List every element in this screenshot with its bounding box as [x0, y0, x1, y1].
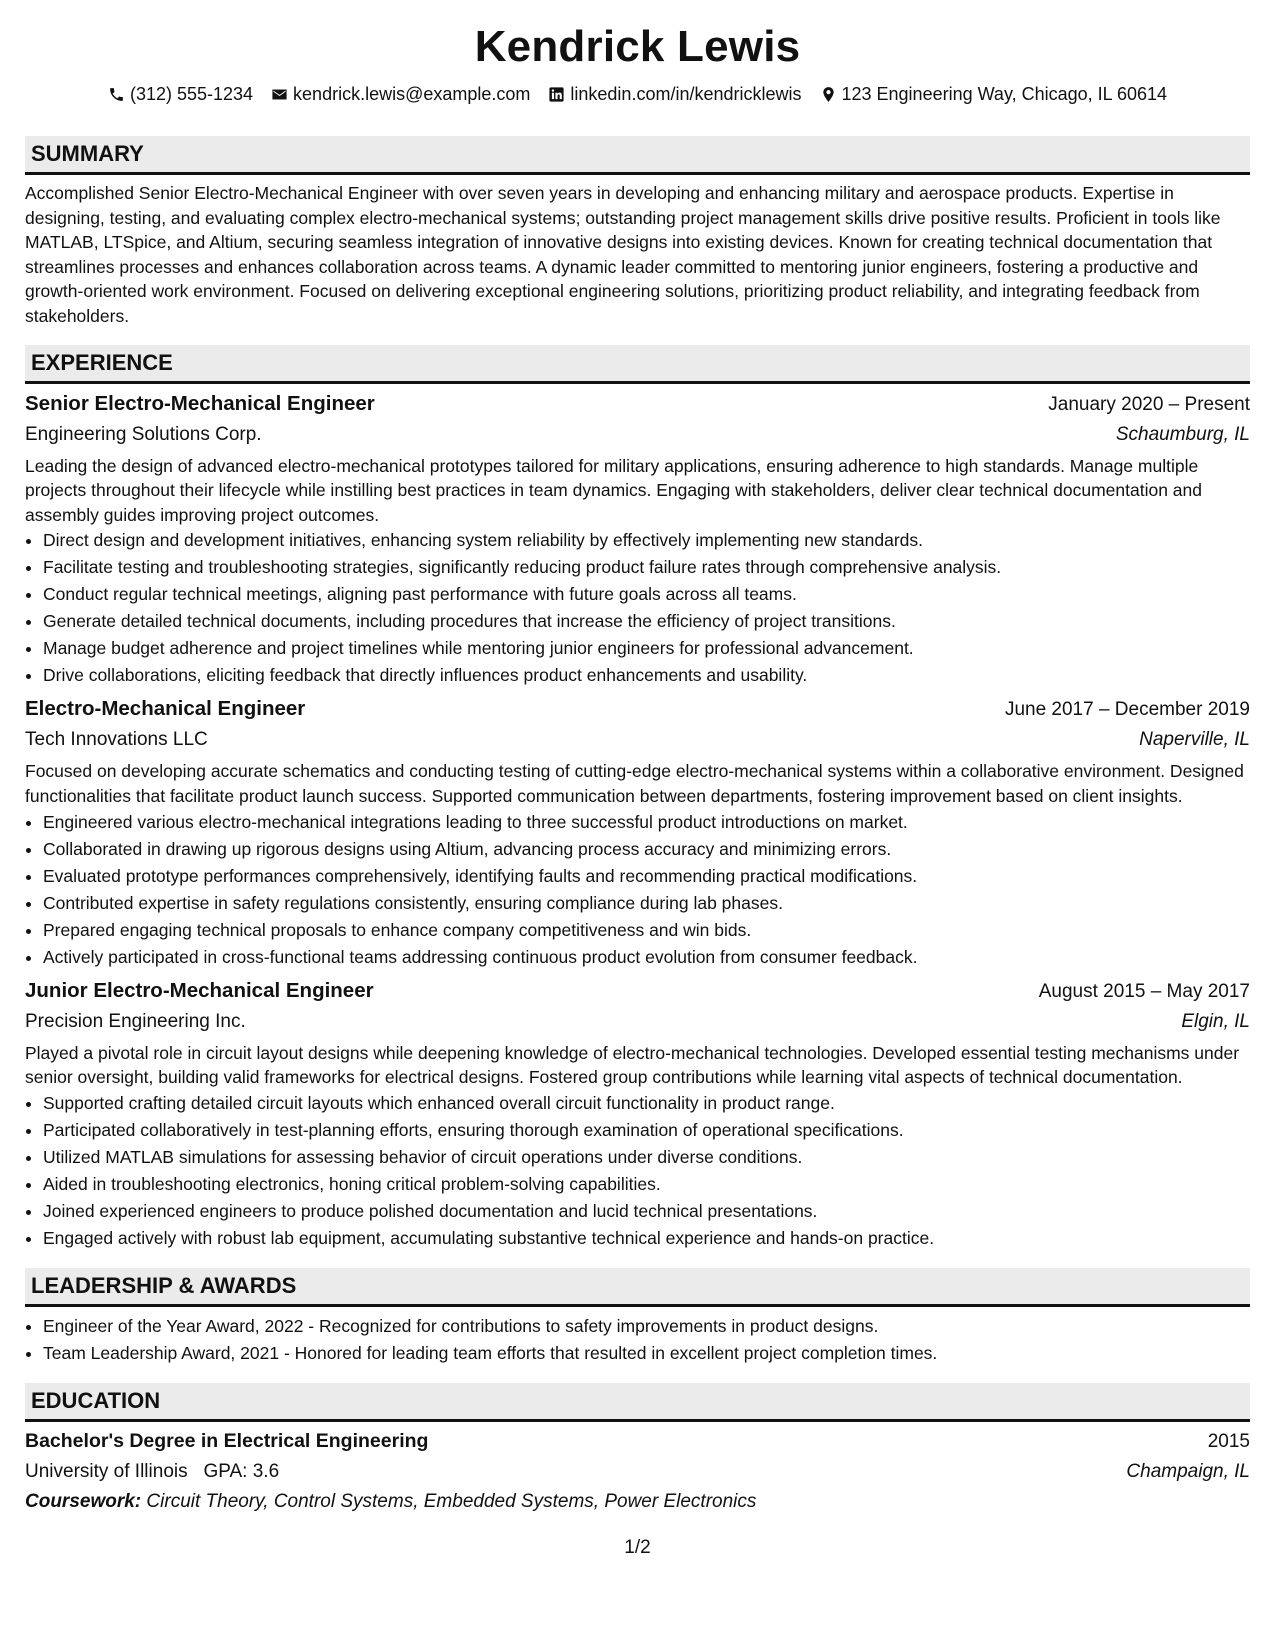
job-bullets	[25, 527, 1250, 689]
summary-section	[25, 136, 1250, 329]
contact-bar	[25, 82, 1250, 106]
coursework-label: Coursework:	[25, 1490, 142, 1512]
job-dates: August 2015 – May 2017	[1038, 980, 1250, 1002]
resume-page	[25, 20, 1250, 1517]
school-name: University of Illinois	[25, 1460, 188, 1482]
bullet-item: • Utilized MATLAB simulations for assessing behavior of circuit operations under diverse conditions.	[43, 1144, 1250, 1171]
candidate-name: Kendrick Lewis	[474, 22, 801, 71]
linkedin-text[interactable]: linkedin.com/in/kendricklewis	[570, 84, 802, 104]
contact-email[interactable]	[271, 82, 530, 106]
job-bullets	[25, 809, 1250, 971]
bullet-item: • Contributed expertise in safety regulations consistently, ensuring compliance during lab phases.	[43, 890, 1250, 917]
job-description: Focused on developing accurate schematics and conducting testing of cutting-edge electro-mechanical systems within a collaborative environment. Designed functionalities that facilitate product launch success. Supported communication between departments, fostering improvement based on client insights.	[25, 761, 1244, 806]
company-name: Engineering Solutions Corp.	[25, 423, 262, 445]
coursework-text: Circuit Theory, Control Systems, Embedded Systems, Power Electronics	[146, 1490, 757, 1512]
contact-address	[820, 82, 1168, 106]
bullet-item: • Engaged actively with robust lab equipment, accumulating substantive technical experience and hands-on practice.	[43, 1225, 1250, 1252]
address-text: 123 Engineering Way, Chicago, IL 60614	[841, 84, 1168, 104]
bullet-item: • Generate detailed technical documents, including procedures that increase the efficiency of project transitions.	[43, 608, 1250, 635]
job-description: Played a pivotal role in circuit layout designs while deepening knowledge of electro-mechanical technologies. Developed essential testing mechanisms under senior oversight, building valid frameworks for electrical designs. Fostered group contributions while learning vital aspects of technical documentation.	[25, 1042, 1240, 1088]
bullet-item: • Drive collaborations, eliciting feedback that directly influences product enhancements and usability.	[43, 662, 1250, 689]
section-title-awards: LEADERSHIP & AWARDS	[25, 1268, 1250, 1307]
bullet-item: • Prepared engaging technical proposals to enhance company competitiveness and win bids.	[43, 917, 1250, 944]
bullet-item: • Evaluated prototype performances comprehensively, identifying faults and recommending practical modifications.	[43, 863, 1250, 890]
bullet-item: • Aided in troubleshooting electronics, honing critical problem-solving capabilities.	[43, 1171, 1250, 1198]
phone-text: (312) 555-1234	[129, 84, 254, 104]
job-title: Junior Electro-Mechanical Engineer	[25, 978, 374, 1002]
bullet-item: • Collaborated in drawing up rigorous designs using Altium, advancing process accuracy and minimizing errors.	[43, 836, 1250, 863]
section-title-experience: EXPERIENCE	[25, 345, 1250, 384]
bullet-item: • Conduct regular technical meetings, aligning past performance with future goals across all teams.	[43, 581, 1250, 608]
job-description: Leading the design of advanced electro-mechanical prototypes tailored for military applications, ensuring adherence to high standards. Manage multiple projects throughout their lifecycle while instilling best practices in team dynamics. Engaging with stakeholders, deliver clear technical documentation and assembly guides improving project outcomes.	[25, 455, 1203, 525]
awards-section	[25, 1268, 1250, 1367]
email-text[interactable]: kendrick.lewis@example.com	[293, 84, 531, 104]
map-marker-icon	[820, 86, 837, 103]
job-dates: January 2020 – Present	[1048, 393, 1250, 415]
job-location: Schaumburg, IL	[1115, 423, 1250, 445]
coursework-line	[25, 1487, 1250, 1517]
gpa: GPA: 3.6	[203, 1460, 280, 1482]
graduation-year: 2015	[1207, 1430, 1250, 1452]
bullet-item: • Facilitate testing and troubleshooting strategies, significantly reducing product failure rates through comprehensive analysis.	[43, 554, 1250, 581]
job-entry	[25, 389, 1250, 690]
job-dates: June 2017 – December 2019	[1004, 699, 1250, 721]
experience-section	[25, 345, 1250, 1252]
section-title-education: EDUCATION	[25, 1383, 1250, 1422]
job-entry	[25, 694, 1250, 970]
contact-phone	[108, 82, 253, 106]
job-entry	[25, 976, 1250, 1252]
school-line	[25, 1457, 279, 1487]
envelope-icon	[271, 86, 288, 103]
company-name: Precision Engineering Inc.	[25, 1010, 246, 1032]
degree: Bachelor's Degree in Electrical Engineering	[25, 1429, 429, 1452]
education-section	[25, 1383, 1250, 1517]
contact-linkedin[interactable]	[548, 82, 801, 106]
job-location: Naperville, IL	[1139, 729, 1250, 751]
award-item: • Engineer of the Year Award, 2022 - Recognized for contributions to safety improvements in product designs.	[43, 1313, 1250, 1340]
bullet-item: • Joined experienced engineers to produce polished documentation and lucid technical presentations.	[43, 1198, 1250, 1225]
bullet-item: • Manage budget adherence and project timelines while mentoring junior engineers for professional advancement.	[43, 635, 1250, 662]
summary-text: Accomplished Senior Electro-Mechanical Engineer with over seven years in developing and enhancing military and aerospace products. Expertise in designing, testing, and evaluating complex electro-mechanical systems; outstanding project management skills drive positive results. Proficient in tools like MATLAB, LTSpice, and Altium, securing seamless integration of innovative designs into existing devices. Known for creating technical documentation that streamlines processes and enhances collaboration across teams. A dynamic leader committed to mentoring junior engineers, fostering a productive and growth-oriented work environment. Focused on delivering exceptional engineering solutions, prioritizing product reliability, and integrating feedback from stakeholders.	[25, 183, 1221, 326]
job-title: Electro-Mechanical Engineer	[25, 697, 306, 721]
bullet-item: • Direct design and development initiatives, enhancing system reliability by effectively implementing new standards.	[43, 527, 1250, 554]
linkedin-icon	[548, 86, 565, 103]
bullet-item: • Participated collaboratively in test-planning efforts, ensuring thorough examination of operational specifications.	[43, 1117, 1250, 1144]
bullet-item: • Supported crafting detailed circuit layouts which enhanced overall circuit functionality in product range.	[43, 1090, 1250, 1117]
job-bullets	[25, 1090, 1250, 1252]
phone-icon	[108, 86, 125, 103]
job-title: Senior Electro-Mechanical Engineer	[25, 391, 375, 415]
section-title-summary: SUMMARY	[25, 136, 1250, 175]
job-location: Elgin, IL	[1181, 1010, 1250, 1032]
awards-list	[25, 1313, 1250, 1367]
page-number: 1/2	[624, 1537, 651, 1558]
award-item: • Team Leadership Award, 2021 - Honored for leading team efforts that resulted in excellent project completion times.	[43, 1340, 1250, 1367]
school-location: Champaign, IL	[1126, 1460, 1250, 1482]
bullet-item: • Actively participated in cross-functional teams addressing continuous product evolution from consumer feedback.	[43, 944, 1250, 971]
bullet-item: • Engineered various electro-mechanical integrations leading to three successful product introductions on market.	[43, 809, 1250, 836]
company-name: Tech Innovations LLC	[25, 729, 208, 751]
